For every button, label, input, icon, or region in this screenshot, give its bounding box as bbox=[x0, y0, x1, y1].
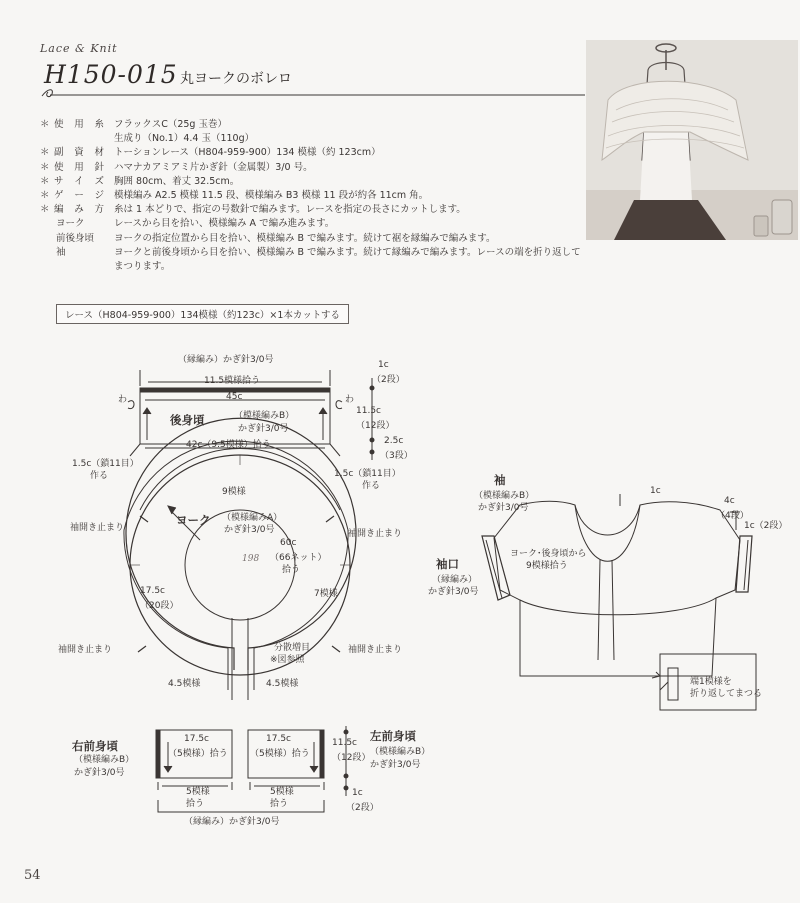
left-front-needle: かぎ針3/0号 bbox=[370, 760, 421, 770]
back-h2: 11.5c bbox=[356, 406, 381, 416]
left-front-bottom: 5模様 bbox=[270, 787, 294, 797]
yoke-side-left-rows: （20段） bbox=[140, 601, 179, 611]
right-front-pickup: （5模様）拾う bbox=[168, 749, 228, 759]
back-h1-rows: （2段） bbox=[372, 375, 405, 385]
fold-note-2: 折り返してまつる bbox=[690, 689, 763, 699]
sleeve-stop-3: 袖開き止まり bbox=[58, 645, 113, 655]
back-body-name: 後身頃 bbox=[170, 413, 205, 427]
spec-row: ＊ サイズ 胸囲 80cm、着丈 32.5cm。 bbox=[40, 175, 240, 187]
right-front-needle: かぎ針3/0号 bbox=[74, 768, 125, 778]
left-front-h2: 1c bbox=[352, 788, 363, 798]
spec-row: 生成り（No.1）4.4 玉（110g） bbox=[114, 133, 255, 145]
sleeve-pick-2: 9模様拾う bbox=[526, 561, 568, 571]
cuff-name: 袖口 bbox=[436, 557, 459, 571]
right-front-bottom-pick: 拾う bbox=[186, 799, 205, 809]
back-width: 45c bbox=[226, 392, 243, 402]
right-front-pattern: （模様編みB） bbox=[74, 755, 135, 765]
chain-left-make: 作る bbox=[90, 471, 109, 481]
back-wa-left: わ bbox=[118, 395, 128, 405]
sleeve-name: 袖 bbox=[494, 473, 506, 487]
right-front-name: 右前身頃 bbox=[72, 739, 118, 753]
sleeve-stop-2: 袖開き止まり bbox=[348, 529, 403, 539]
yoke-neck: 60c bbox=[280, 538, 297, 548]
series-name: Lace & Knit bbox=[40, 42, 118, 55]
yoke-bottom-left: 4.5模様 bbox=[168, 679, 201, 689]
sleeve-pattern: （模様編みB） bbox=[474, 491, 535, 501]
front-edge-note: （縁編み）かぎ針3/0号 bbox=[184, 817, 280, 827]
back-h3: 2.5c bbox=[384, 436, 404, 446]
left-front-h1: 11.5c bbox=[332, 738, 357, 748]
right-front-bottom: 5模様 bbox=[186, 787, 210, 797]
pattern-title: 丸ヨークのボレロ bbox=[180, 71, 292, 87]
cuff-needle: かぎ針3/0号 bbox=[428, 587, 479, 597]
yoke-top-count: 9模様 bbox=[222, 487, 246, 497]
back-edge-note: （縁編み）かぎ針3/0号 bbox=[178, 355, 274, 365]
chain-right: 1.5c（鎖11目） bbox=[334, 469, 401, 479]
spec-row: ＊ 使用針 ハマナカアミアミ片かぎ針（金属製）3/0 号。 bbox=[40, 161, 313, 173]
yoke-pattern: （模様編みA） bbox=[222, 513, 283, 523]
back-h3-rows: （3段） bbox=[380, 451, 413, 461]
back-h2-rows: （12段） bbox=[356, 421, 395, 431]
left-front-width: 17.5c bbox=[266, 734, 291, 744]
yoke-increase: 分散増目 bbox=[274, 643, 311, 653]
yoke-increase-ref: ※図参照 bbox=[270, 655, 305, 665]
left-front-pattern: （模様編みB） bbox=[370, 747, 431, 757]
left-front-name: 左前身頃 bbox=[370, 729, 416, 743]
spec-row: 袖 ヨークと前後身頃から目を拾い、模様編み B で編みます。続けて縁編みで編みます。レースの端を折り返して bbox=[56, 246, 581, 258]
yoke-needle: かぎ針3/0号 bbox=[224, 525, 275, 535]
left-front-h2-rows: （2段） bbox=[346, 803, 379, 813]
right-front-width: 17.5c bbox=[184, 734, 209, 744]
sleeve-stop-1: 袖開き止まり bbox=[70, 523, 125, 533]
handwritten-note: 198 bbox=[242, 554, 260, 564]
left-front-pickup: （5模様）拾う bbox=[250, 749, 310, 759]
sleeve-top: 1c bbox=[650, 486, 661, 496]
chain-left: 1.5c（鎖11目） bbox=[72, 459, 139, 469]
pattern-code: H150-015 bbox=[44, 60, 178, 89]
sleeve-stop-4: 袖開き止まり bbox=[348, 645, 403, 655]
back-wa-right: わ bbox=[345, 395, 355, 405]
yoke-neck-net: （66ネット） bbox=[270, 553, 327, 563]
yoke-bottom-right: 4.5模様 bbox=[266, 679, 299, 689]
spec-row: ＊ 編み方 糸は 1 本どりで、指定の号数針で編みます。レースを指定の長さにカットします。 bbox=[40, 204, 466, 216]
fold-note-1: 端1模様を bbox=[690, 677, 732, 687]
lace-note-box: レース（H804-959-900）134模様（約123c）×1本カットする bbox=[56, 304, 349, 324]
cuff-pattern: （縁編み） bbox=[432, 575, 478, 585]
sleeve-width: 4c bbox=[724, 496, 735, 506]
left-front-h1-rows: （12段） bbox=[332, 753, 371, 763]
garment-outline bbox=[494, 501, 740, 676]
sleeve-cuff-width: 1c（2段） bbox=[744, 521, 788, 531]
page-number: 54 bbox=[24, 868, 41, 883]
spec-row: ＊ 副資材 トーションレース（H804-959-900）134 模様（約 123cm） bbox=[40, 147, 381, 159]
back-pickup-top: 11.5模様拾う bbox=[204, 376, 261, 386]
yoke-name: ヨーク bbox=[176, 513, 211, 527]
back-pickup-bottom: 42c（9.5模様）拾う bbox=[186, 440, 271, 450]
spec-row: ＊ ゲージ 模様編み A2.5 模様 11.5 段、模様編み B3 模様 11 段が約各 11cm 角。 bbox=[40, 190, 429, 202]
spec-row: まつります。 bbox=[114, 261, 171, 273]
sleeve-needle: かぎ針3/0号 bbox=[478, 503, 529, 513]
back-needle: かぎ針3/0号 bbox=[238, 424, 289, 434]
yoke-neck-pick: 拾う bbox=[282, 565, 301, 575]
yoke-side-right: 7模様 bbox=[314, 589, 338, 599]
spec-row: ヨーク レースから目を拾い、模様編み A で編み進みます。 bbox=[56, 218, 335, 230]
chain-right-make: 作る bbox=[362, 481, 381, 491]
left-front-bottom-pick: 拾う bbox=[270, 799, 289, 809]
yoke-side-left: 17.5c bbox=[140, 586, 165, 596]
sleeve-width-rows: （4段） bbox=[716, 511, 749, 521]
back-pattern: （模様編みB） bbox=[234, 411, 295, 421]
spec-row: 前後身頃 ヨークの指定位置から目を拾い、模様編み B で編みます。続けて裾を縁編みで編みます。 bbox=[56, 232, 496, 244]
back-h1: 1c bbox=[378, 360, 389, 370]
sleeve-pick-1: ヨーク･後身頃から bbox=[510, 549, 587, 559]
spec-row: ＊ 使用糸 フラックスC（25g 玉巻） bbox=[40, 119, 227, 130]
